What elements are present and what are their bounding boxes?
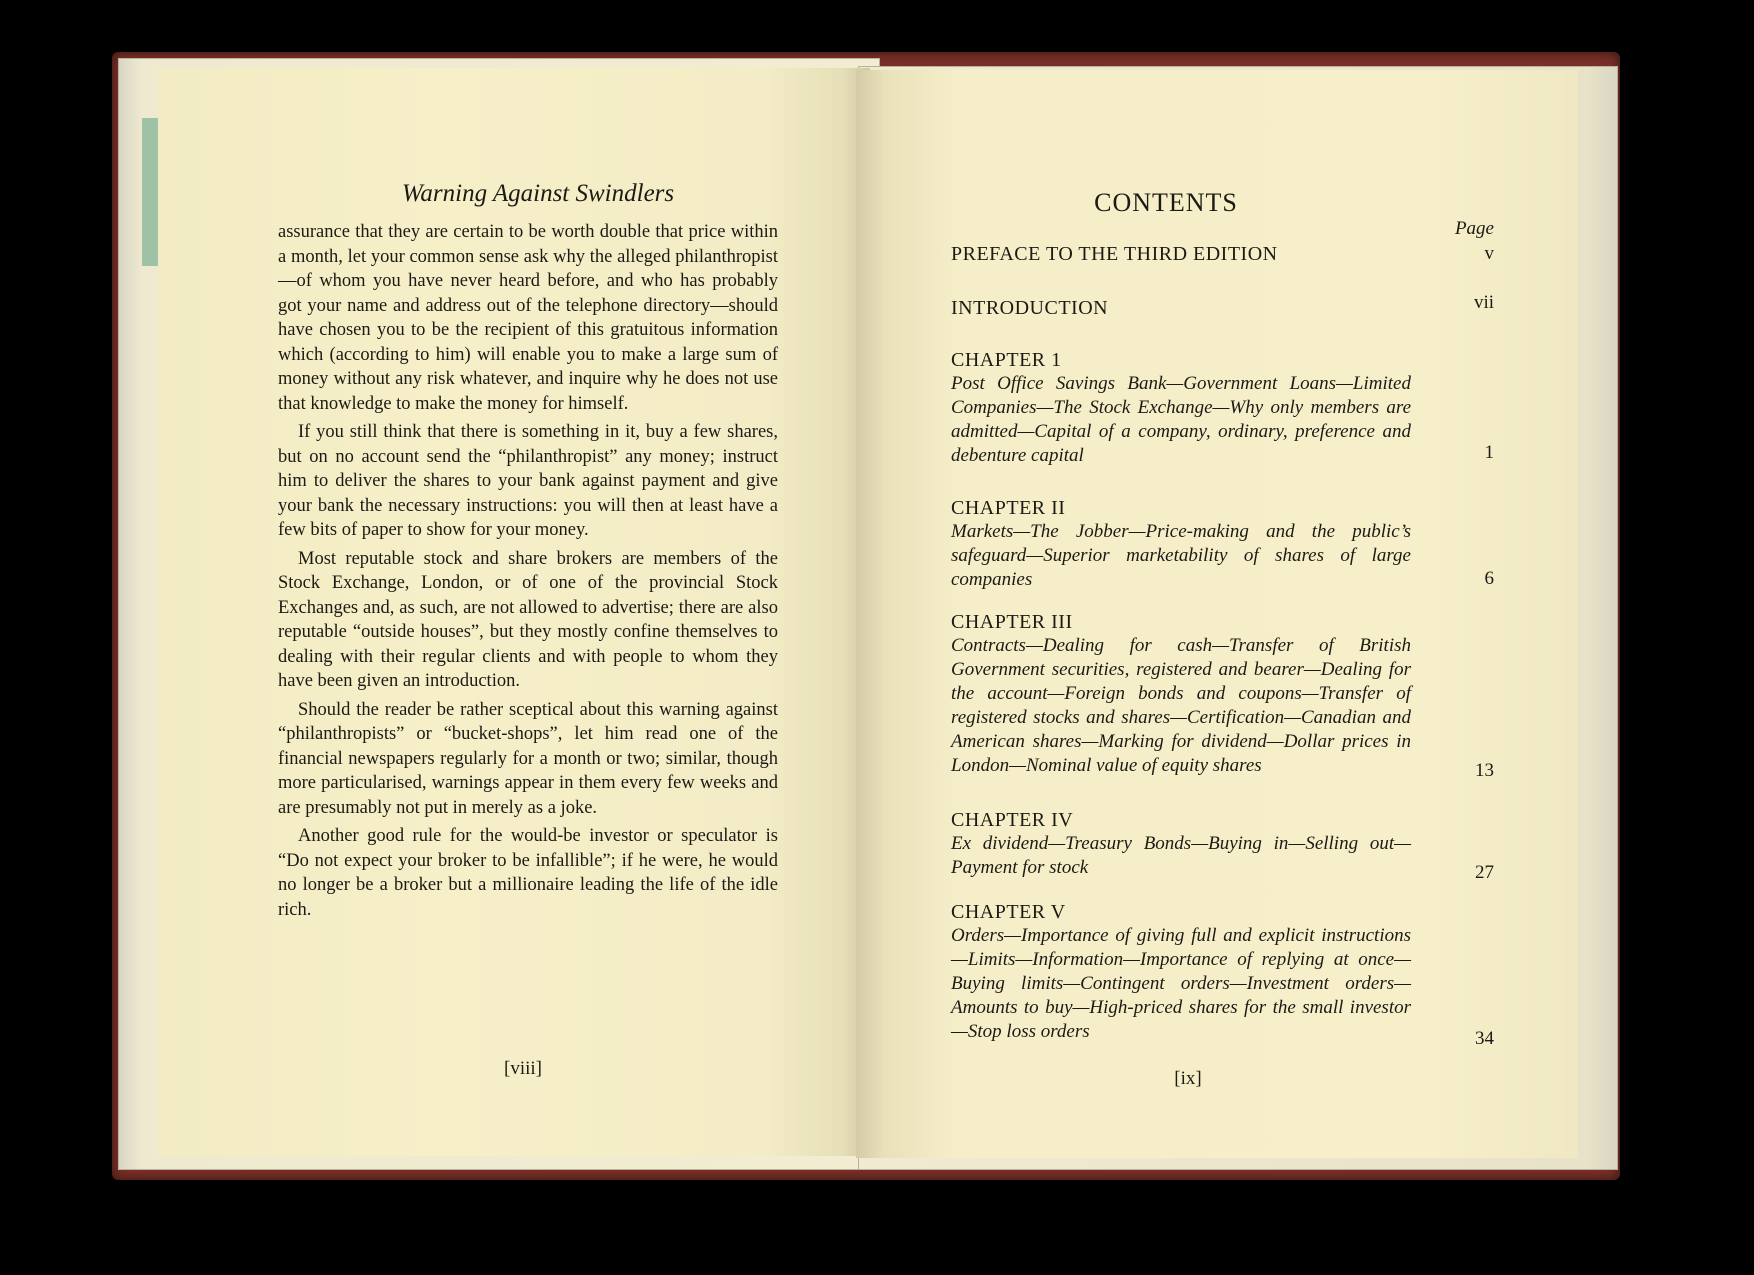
left-page bbox=[158, 68, 870, 1156]
toc-heading: CHAPTER III bbox=[951, 611, 1073, 633]
toc-entry-chapter-5 bbox=[951, 900, 1411, 1044]
toc-description: Markets—The Jobber—Price-making and the public’s safeguard—Superior marketability of shares of large companies bbox=[951, 521, 1411, 590]
toc-page-number: v bbox=[1484, 243, 1494, 264]
page-column-label: Page bbox=[1454, 218, 1494, 239]
toc-entry-preface bbox=[951, 242, 1411, 266]
toc-entry-chapter-3 bbox=[951, 610, 1411, 778]
toc-heading: CHAPTER IV bbox=[951, 809, 1074, 831]
running-head: Warning Against Swindlers bbox=[401, 180, 675, 207]
toc-page-number: 27 bbox=[1475, 862, 1494, 883]
toc-page-number: vii bbox=[1473, 292, 1494, 313]
toc-entry-chapter-1 bbox=[951, 348, 1411, 468]
toc-page-number: 1 bbox=[1484, 442, 1494, 463]
toc-description: Contracts—Dealing for cash—Transfer of British Government securities, registered and bearer—Dealing for the account—Foreign bonds and coupons—Transfer of registered stocks and shares—Certification—Canadian and American shares—Marking for dividend—Dollar prices in London—Nominal value of equity shares bbox=[951, 635, 1411, 776]
paragraph: Most reputable stock and share brokers are members of the Stock Exchange, London, or of one of the provincial Stock Exchanges and, as such, are not allowed to advertise; there are also reputable “outside houses”, but they mostly confine themselves to dealing with their regular clients and with people to whom they have been given an introduction. bbox=[278, 548, 778, 691]
page-number: [viii] bbox=[504, 1058, 542, 1079]
toc-entry-introduction bbox=[951, 296, 1411, 320]
toc-entry-chapter-4 bbox=[951, 808, 1411, 880]
toc-description: Ex dividend—Treasury Bonds—Buying in—Selling out—Payment for stock bbox=[951, 833, 1411, 878]
paragraph: If you still think that there is something in it, buy a few shares, but on no account send the “philanthropist” any money; instruct him to deliver the shares to your bank against payment and give your bank the necessary instructions: you will then at least have a few bits of paper to show for your money. bbox=[278, 422, 778, 540]
toc-heading: CHAPTER 1 bbox=[951, 349, 1062, 371]
toc-heading: INTRODUCTION bbox=[951, 297, 1109, 319]
toc-description: Post Office Savings Bank—Government Loans—Limited Companies—The Stock Exchange—Why only members are admitted—Capital of a company, ordinary, preference and debenture capital bbox=[951, 373, 1411, 466]
paragraph: Another good rule for the would-be investor or speculator is “Do not expect your broker to be infallible”; if he were, he would no longer be a broker but a millionaire leading the life of the idle rich. bbox=[278, 826, 778, 920]
toc-page-number: 6 bbox=[1484, 568, 1494, 589]
body-text bbox=[278, 220, 778, 922]
toc-heading: PREFACE TO THE THIRD EDITION bbox=[951, 243, 1278, 265]
toc-entry-chapter-2 bbox=[951, 496, 1411, 592]
page-number: [ix] bbox=[1174, 1068, 1202, 1089]
contents-title: CONTENTS bbox=[1094, 188, 1238, 217]
toc-heading: CHAPTER II bbox=[951, 497, 1066, 519]
toc-heading: CHAPTER V bbox=[951, 901, 1066, 923]
paragraph: Should the reader be rather sceptical about this warning against “philanthropists” or “bucket-shops”, let him read one of the financial newspapers regularly for a month or two; similar, though more particularised, warnings appear in them every few weeks and are presumably not put in merely as a joke. bbox=[278, 699, 778, 818]
toc-page-number: 34 bbox=[1475, 1028, 1494, 1049]
toc-page-number: 13 bbox=[1475, 760, 1494, 781]
right-page bbox=[856, 70, 1578, 1158]
toc-description: Orders—Importance of giving full and explicit instructions—Limits—Information—Importance of replying at once—Buying limits—Contingent orders—Investment orders—Amounts to buy—High-priced shares for the small investor—Stop loss orders bbox=[951, 925, 1411, 1042]
paragraph: assurance that they are certain to be worth double that price within a month, let your common sense ask why the alleged philanthropist—of whom you have never heard before, and who has probably got your name and address out of the telephone directory—should have chosen you to be the recipient of this gratuitous information which (according to him) will enable you to make a large sum of money without any risk whatever, and inquire why he does not use that knowledge to make the money for himself. bbox=[278, 222, 778, 414]
